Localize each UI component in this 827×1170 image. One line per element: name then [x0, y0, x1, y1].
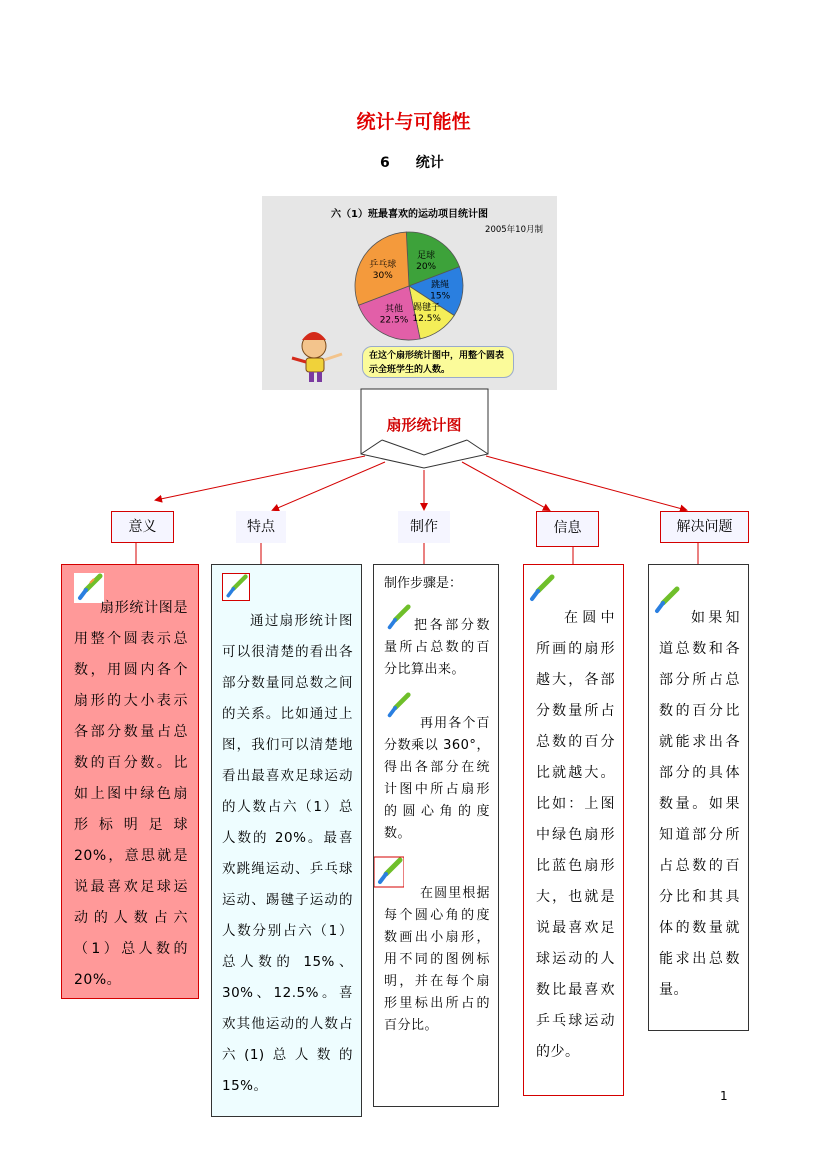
pie-slice-value: 30%: [372, 270, 393, 281]
cartoon-kid-icon: [292, 332, 342, 382]
pie-slice-label: 跳绳: [431, 280, 450, 291]
info-text: 在圆中所画的扇形越大，各部分数量所占总数的百分比就越大。比如：上图中绿色扇形比蓝色扇形大，也就是说最喜欢足球运动的人数比最喜欢乒乓球运动的少。: [536, 610, 615, 1060]
chart-date: 2005年10月制: [485, 225, 543, 235]
category-solve: 解决问题: [660, 511, 749, 543]
category-making: 制作: [398, 511, 450, 543]
speech-bubble: 在这个扇形统计图中，用整个圆表示全班学生的人数。: [362, 346, 514, 378]
section-name: 统计: [415, 155, 444, 171]
category-info: 信息: [536, 511, 599, 547]
pie-chart-figure: [262, 196, 557, 390]
pie-slice-label: 踢毽子: [413, 302, 441, 313]
pie-slice-label: 其他: [384, 304, 403, 315]
meaning-text: 扇形统计图是用整个圆表示总数，用圆内各个扇形的大小表示各部分数量占总数的百分数。比如上图中绿色扇形标明足球 20%，意思就是说最喜欢足球运动的人数占六（1）总人数的 20%。: [74, 600, 188, 988]
making-box: [373, 564, 499, 1107]
section-heading: [380, 152, 444, 172]
pie-slice-value: 12.5%: [412, 313, 441, 324]
solve-box: [648, 564, 749, 1031]
pie-slice-value: 20%: [416, 261, 437, 272]
brush-icon: [374, 855, 404, 897]
chart-title: 六（1）班最喜欢的运动项目统计图: [331, 209, 488, 220]
features-box: [211, 564, 362, 1117]
pie-slice-value: 15%: [430, 291, 451, 302]
brush-icon: [222, 573, 250, 601]
solve-text: 如果知道总数和各部分所占总数的百分比就能求出各部分的具体数量。如果知道部分所占总数的百分比和其具体的数量就能求出总数量。: [659, 610, 740, 998]
brush-icon: [526, 573, 556, 609]
pie-slice-value: 22.5%: [379, 315, 409, 326]
center-label: 扇形统计图: [386, 416, 462, 434]
making-step-1: 把各部分数量所占总数的百分比算出来。: [384, 618, 490, 677]
meaning-box: [61, 564, 199, 999]
info-box: [523, 564, 624, 1096]
page-number: 1: [720, 1089, 728, 1103]
brush-icon: [384, 691, 412, 729]
category-meaning: 意义: [111, 511, 174, 543]
brush-icon: [384, 603, 412, 641]
category-features: 特点: [236, 511, 286, 543]
pie-slice-label: 乒乓球: [369, 259, 397, 270]
making-step-2: 再用各个百分数乘以 360°，得出各部分在统计图中所占扇形的圆心角的度数。: [384, 716, 490, 841]
page-title: 统计与可能性: [356, 111, 471, 133]
pie-slice-label: 足球: [417, 250, 436, 261]
making-step-3: 在圆里根据每个圆心角的度数画出小扇形，用不同的图例标明，并在每个扇形里标出所占的百分比。: [384, 886, 490, 1033]
section-number: 6: [380, 155, 390, 171]
features-text: 通过扇形统计图可以很清楚的看出各部分数量同总数之间的关系。比如通过上图，我们可以清楚地看出最喜欢足球运动的人数占六（1）总人数的 20%。最喜欢跳绳运动、乒乓球运动、踢毽子运动的人数分别占六（1）总人数的 15%、30%、12.5%。喜欢其他运动的人数占六(1)总人数的 15%。: [222, 613, 353, 1094]
brush-icon: [651, 585, 681, 621]
making-heading: 制作步骤是：: [384, 576, 463, 591]
